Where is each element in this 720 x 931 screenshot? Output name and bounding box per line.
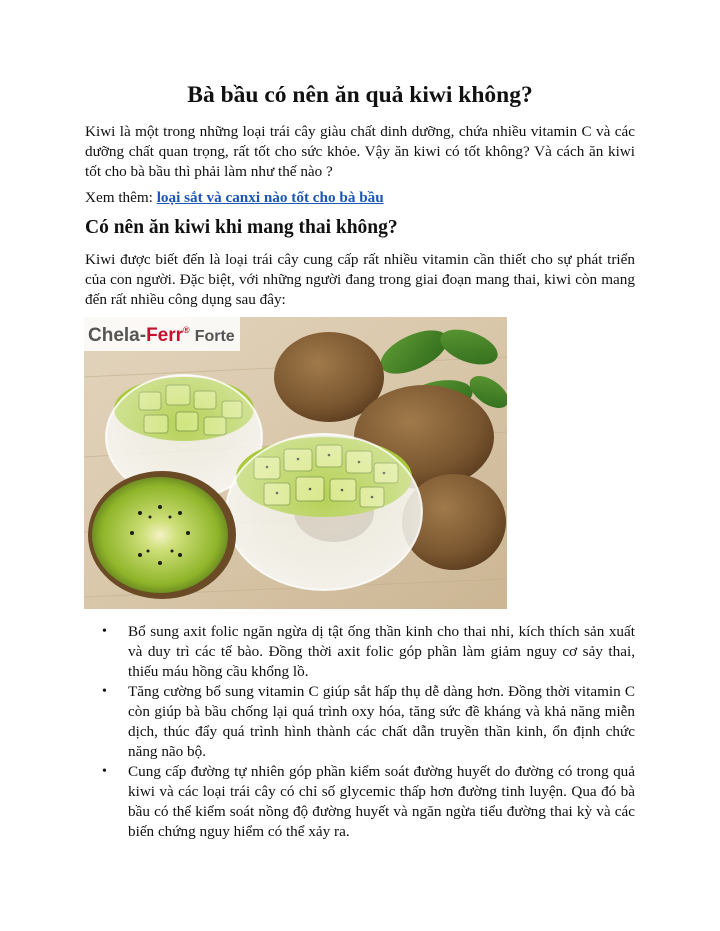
list-item [85,622,635,682]
brand-label [84,317,240,351]
bullet-icon: • [102,684,107,699]
brand-part1: Chela- [88,325,147,346]
kiwi-photo [84,317,507,609]
kiwi-half [88,471,236,599]
bullet-icon: • [102,624,107,639]
brand-reg: ® [183,325,190,335]
see-also-link[interactable]: loại sắt và canxi nào tốt cho bà bầu [156,189,384,206]
section-heading: Có nên ăn kiwi khi mang thai không? [85,217,398,238]
intro-paragraph: Kiwi là một trong những loại trái cây giàu chất dinh dưỡng, chứa nhiều vitamin C và các dưỡng chất quan trọng, rất tốt cho sức khỏe. Vậy ăn kiwi có tốt không? Và cách ăn kiwi tốt cho bà bầu thì phải làm như thế nào ? [85,123,635,180]
list-item-text: Cung cấp đường tự nhiên góp phần kiểm soát đường huyết do đường có trong quả kiwi và các loại trái cây có chỉ số glycemic thấp hơn đường tinh luyện. Qua đó bà bầu có thể kiểm soát nồng độ đường huyết và ngăn ngừa tiểu đường thai kỳ và các biến chứng nguy hiểm có thể xảy ra. [128,763,635,840]
brand-part3: Forte [194,328,235,345]
front-bowl [226,434,422,590]
brand-part2: Ferr [146,325,184,346]
list-item [85,762,635,842]
list-item-text: Tăng cường bổ sung vitamin C giúp sắt hấp thụ dễ dàng hơn. Đồng thời vitamin C còn giúp bà bầu chống lại quá trình oxy hóa, tăng sức đề kháng và khả năng miễn dịch, thúc đẩy quá trình hình thành các chất dẫn truyền thần kinh, ổn định chức năng não bộ. [128,683,635,760]
page-title: Bà bầu có nên ăn quả kiwi không? [187,82,533,108]
svg-text:Chela-Ferr®Forte [88,325,235,346]
list-item [85,682,635,762]
bullet-icon: • [102,764,107,779]
list-item-text: Bổ sung axit folic ngăn ngừa dị tật ống thần kinh cho thai nhi, kích thích sản xuất và duy trì các tế bào. Đồng thời axit folic góp phần làm giảm nguy cơ sảy thai, thiếu máu hồng cầu khổng lồ. [128,623,635,680]
benefits-list [85,622,635,842]
section-paragraph: Kiwi được biết đến là loại trái cây cung cấp rất nhiều vitamin cần thiết cho sự phát triển của con người. Đặc biệt, với những người đang trong giai đoạn mang thai, kiwi còn mang đến rất nhiều công dụng sau đây: [85,251,635,308]
see-also-line [85,188,635,208]
see-also-prefix: Xem thêm: [85,189,157,206]
